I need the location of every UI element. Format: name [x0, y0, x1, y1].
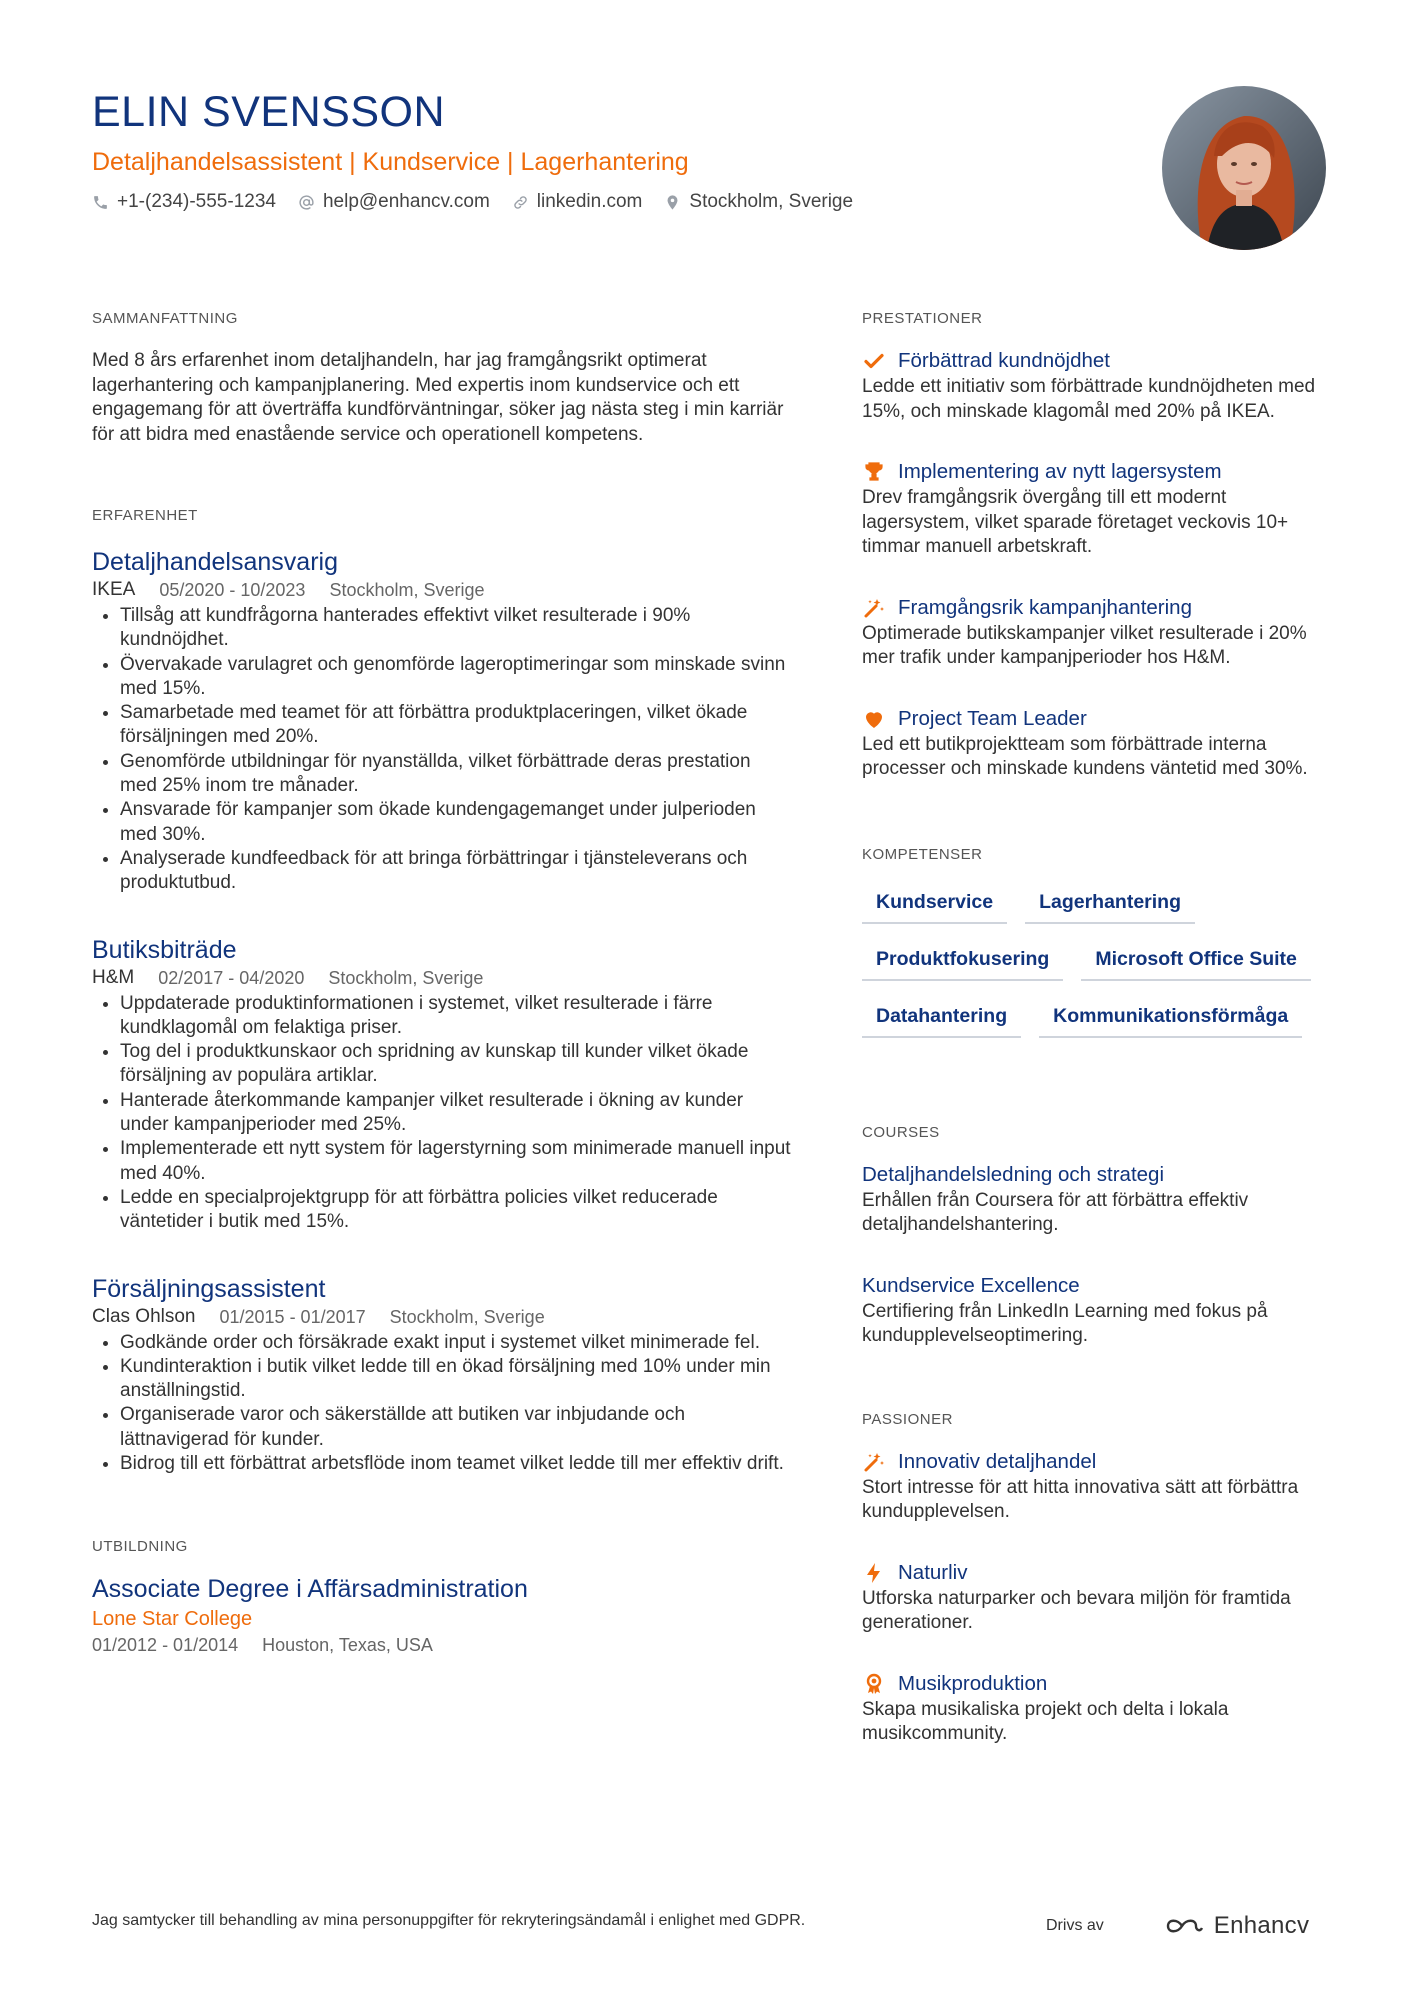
left-column: [92, 310, 792, 1657]
job-bullet: • Uppdaterade produktinformationen i systemet, vilket resulterade i färre kundklagomål om felaktiga priser.: [120, 992, 792, 1041]
skill-tag: Kommunikationsförmåga: [1039, 999, 1302, 1038]
education-meta: [92, 1633, 792, 1657]
job-dates: 05/2020 - 10/2023: [159, 580, 306, 600]
education-dates: 01/2012 - 01/2014: [92, 1635, 239, 1656]
course-title: Kundservice Excellence: [862, 1273, 1080, 1297]
location-text: Stockholm, Sverige: [689, 191, 854, 212]
passion-item: [862, 1559, 1332, 1636]
job-entry: [92, 1273, 792, 1477]
job-bullets: [92, 992, 792, 1235]
education-heading: UTBILDNING: [92, 1538, 188, 1556]
contact-row: [92, 188, 1192, 216]
trophy-icon: [862, 460, 886, 484]
job-meta: [92, 966, 792, 990]
lightning-icon: [862, 1561, 886, 1585]
achievement-title: Framgångsrik kampanjhantering: [898, 595, 1192, 619]
achievement-text: Drev framgångsrik övergång till ett modernt lagersystem, vilket sparade företaget veckovis 10+ timmar manuell arbetskraft.: [862, 487, 1289, 557]
achievement-title: Implementering av nytt lagersystem: [898, 460, 1222, 483]
job-bullet: • Kundinteraktion i butik vilket ledde till en ökad försäljning med 10% under min anställningstid.: [120, 1355, 792, 1404]
skill-tag: Lagerhantering: [1025, 885, 1195, 924]
degree-title: Associate Degree i Affärsadministration: [92, 1575, 528, 1604]
job-bullet: • Implementerade ett nytt system för lagerstyrning som minimerade manuell input med 40%.: [120, 1137, 792, 1186]
job-entry: [92, 546, 792, 896]
passion-text: Stort intresse för att hitta innovativa sätt att förbättra kundupplevelsen.: [862, 1476, 1299, 1522]
achievement-item: [862, 347, 1332, 424]
check-icon: [862, 349, 886, 373]
phone-icon: [92, 194, 109, 211]
skills-heading: KOMPETENSER: [862, 845, 983, 863]
job-bullet: • Samarbetade med teamet för att förbättra produktplaceringen, vilket ökade försäljningen med 20%.: [120, 701, 792, 750]
achievement-item: [862, 705, 1332, 782]
link-icon: [512, 194, 529, 211]
portrait-image: [1162, 86, 1326, 250]
job-bullet: • Genomförde utbildningar för nyanställda, vilket förbättrade deras prestation med 25% inom tre månader.: [120, 750, 792, 799]
job-entry: [92, 934, 792, 1235]
heart-icon: [862, 707, 886, 731]
job-company: H&M: [92, 966, 135, 988]
summary-heading: SAMMANFATTNING: [92, 310, 238, 327]
passion-text: Skapa musikaliska projekt och delta i lokala musikcommunity.: [862, 1698, 1229, 1744]
achievement-text: Optimerade butikskampanjer vilket resulterade i 20% mer trafik under kampanjperioder hos H&M.: [862, 622, 1307, 668]
passion-title: Naturliv: [898, 1560, 968, 1584]
achievement-text: Ledde ett initiativ som förbättrade kundnöjdheten med 15%, och minskade klagomål med 20% på IKEA.: [862, 376, 1316, 422]
job-dates: 01/2015 - 01/2017: [219, 1306, 366, 1327]
magic-wand-icon: [862, 596, 886, 620]
at-icon: [298, 194, 315, 211]
skill-tag: Kundservice: [862, 885, 1007, 924]
course-item: [862, 1161, 1332, 1238]
job-title: Butiksbiträde: [92, 935, 237, 964]
passions-heading: PASSIONER: [862, 1410, 953, 1428]
job-bullet: • Övervakade varulagret och genomförde lageroptimeringar som minskade svinn med 15%.: [120, 653, 792, 702]
job-company: Clas Ohlson: [92, 1305, 196, 1327]
achievement-item: [862, 458, 1332, 560]
gdpr-consent: Jag samtycker till behandling av mina personuppgifter för rekryteringsändamål i enlighet med GDPR.: [92, 1912, 806, 1929]
course-item: [862, 1272, 1332, 1349]
courses-heading: COURSES: [862, 1123, 940, 1141]
job-title: Försäljningsassistent: [92, 1274, 326, 1303]
job-bullet: • Tog del i produktkunskaor och spridning av kunskap till kunder vilket ökade försäljning av populära artiklar.: [120, 1040, 792, 1089]
skill-tag: Microsoft Office Suite: [1081, 942, 1311, 981]
skills-list: [862, 885, 1332, 1038]
passion-item: [862, 1448, 1332, 1525]
contact-email[interactable]: [298, 188, 490, 216]
passion-text: Utforska naturparker och bevara miljön för framtida generationer.: [862, 1587, 1291, 1633]
right-column: [862, 310, 1332, 1747]
location-pin-icon: [664, 194, 681, 211]
summary-text: Med 8 års erfarenhet inom detaljhandeln, har jag framgångsrikt optimerat lagerhantering och kampanjplanering. Med expertis inom kundservice och ett engagemang för att överträffa kundförväntningar, söker jag nästa steg i min karriär för att bidra med enastående service och operationell kompetens.: [92, 350, 784, 445]
contact-linkedin[interactable]: [512, 188, 643, 216]
education-entry: [92, 1573, 792, 1657]
achievement-title: Förbättrad kundnöjdhet: [898, 349, 1110, 372]
avatar: [1162, 86, 1326, 250]
job-company: IKEA: [92, 579, 136, 600]
job-meta: [92, 1305, 792, 1329]
contact-phone: [92, 188, 276, 216]
powered-by-label: Drivs av: [1046, 1917, 1104, 1934]
achievements-heading: PRESTATIONER: [862, 310, 983, 327]
job-bullet: • Godkände order och försäkrade exakt input i systemet vilket minimerade fel.: [120, 1331, 792, 1355]
job-location: Stockholm, Sverige: [328, 967, 484, 988]
job-bullet: • Hanterade återkommande kampanjer vilket resulterade i ökning av kunder under kampanjperioder med 25%.: [120, 1089, 792, 1138]
job-meta: [92, 578, 792, 602]
achievement-text: Led ett butikprojektteam som förbättrade interna processer och minskade kundens väntetid med 30%.: [862, 733, 1308, 779]
resume-header: [92, 86, 1192, 216]
job-bullet: • Ansvarade för kampanjer som ökade kundengagemanget under julperioden med 30%.: [120, 798, 792, 847]
job-bullets: [92, 604, 792, 896]
contact-location: [664, 188, 853, 216]
brand-logo[interactable]: [1162, 1912, 1310, 1940]
course-text: Certifiering från LinkedIn Learning med fokus på kundupplevelseoptimering.: [862, 1300, 1268, 1346]
school-name: Lone Star College: [92, 1608, 253, 1631]
passion-title: Innovativ detaljhandel: [898, 1449, 1097, 1473]
skill-tag: Produktfokusering: [862, 942, 1063, 981]
passion-item: [862, 1670, 1332, 1747]
footer-branding: [1046, 1912, 1309, 1940]
passion-title: Musikproduktion: [898, 1671, 1048, 1695]
candidate-title: Detaljhandelsassistent | Kundservice | Lagerhantering: [92, 148, 689, 176]
education-location: Houston, Texas, USA: [262, 1635, 433, 1656]
achievement-title: Project Team Leader: [898, 706, 1087, 730]
medal-icon: [862, 1672, 886, 1696]
magic-wand-icon: [862, 1450, 886, 1474]
job-location: Stockholm, Sverige: [389, 1306, 545, 1327]
email-text: help@enhancv.com: [322, 191, 490, 212]
job-bullet: • Tillsåg att kundfrågorna hanterades effektivt vilket resulterade i 90% kundnöjdhet.: [120, 604, 792, 653]
job-location: Stockholm, Sverige: [329, 580, 485, 600]
linkedin-text: linkedin.com: [536, 191, 643, 212]
achievement-item: [862, 594, 1332, 671]
course-title: Detaljhandelsledning och strategi: [862, 1162, 1165, 1186]
course-text: Erhållen från Coursera för att förbättra effektiv detaljhandelshantering.: [862, 1189, 1249, 1235]
job-bullet: • Ledde en specialprojektgrupp för att förbättra policies vilket reducerade väntetider i butik med 15%.: [120, 1186, 792, 1235]
enhancv-logo-icon: [1162, 1913, 1206, 1939]
job-bullet: • Analyserade kundfeedback för att bringa förbättringar i tjänsteleverans och produktutbud.: [120, 847, 792, 896]
job-title: Detaljhandelsansvarig: [92, 548, 338, 576]
brand-name: Enhancv: [1213, 1912, 1310, 1939]
job-bullet: • Bidrog till ett förbättrat arbetsflöde inom teamet vilket ledde till mer effektiv drift.: [120, 1452, 792, 1476]
skill-tag: Datahantering: [862, 999, 1021, 1038]
experience-heading: ERFARENHET: [92, 507, 198, 524]
job-bullets: [92, 1331, 792, 1477]
candidate-name: ELIN SVENSSON: [92, 88, 445, 136]
phone-text: +1-(234)-555-1234: [117, 191, 276, 212]
job-dates: 02/2017 - 04/2020: [158, 967, 305, 988]
job-bullet: • Organiserade varor och säkerställde att butiken var inbjudande och lättnavigerad för kunder.: [120, 1403, 792, 1452]
